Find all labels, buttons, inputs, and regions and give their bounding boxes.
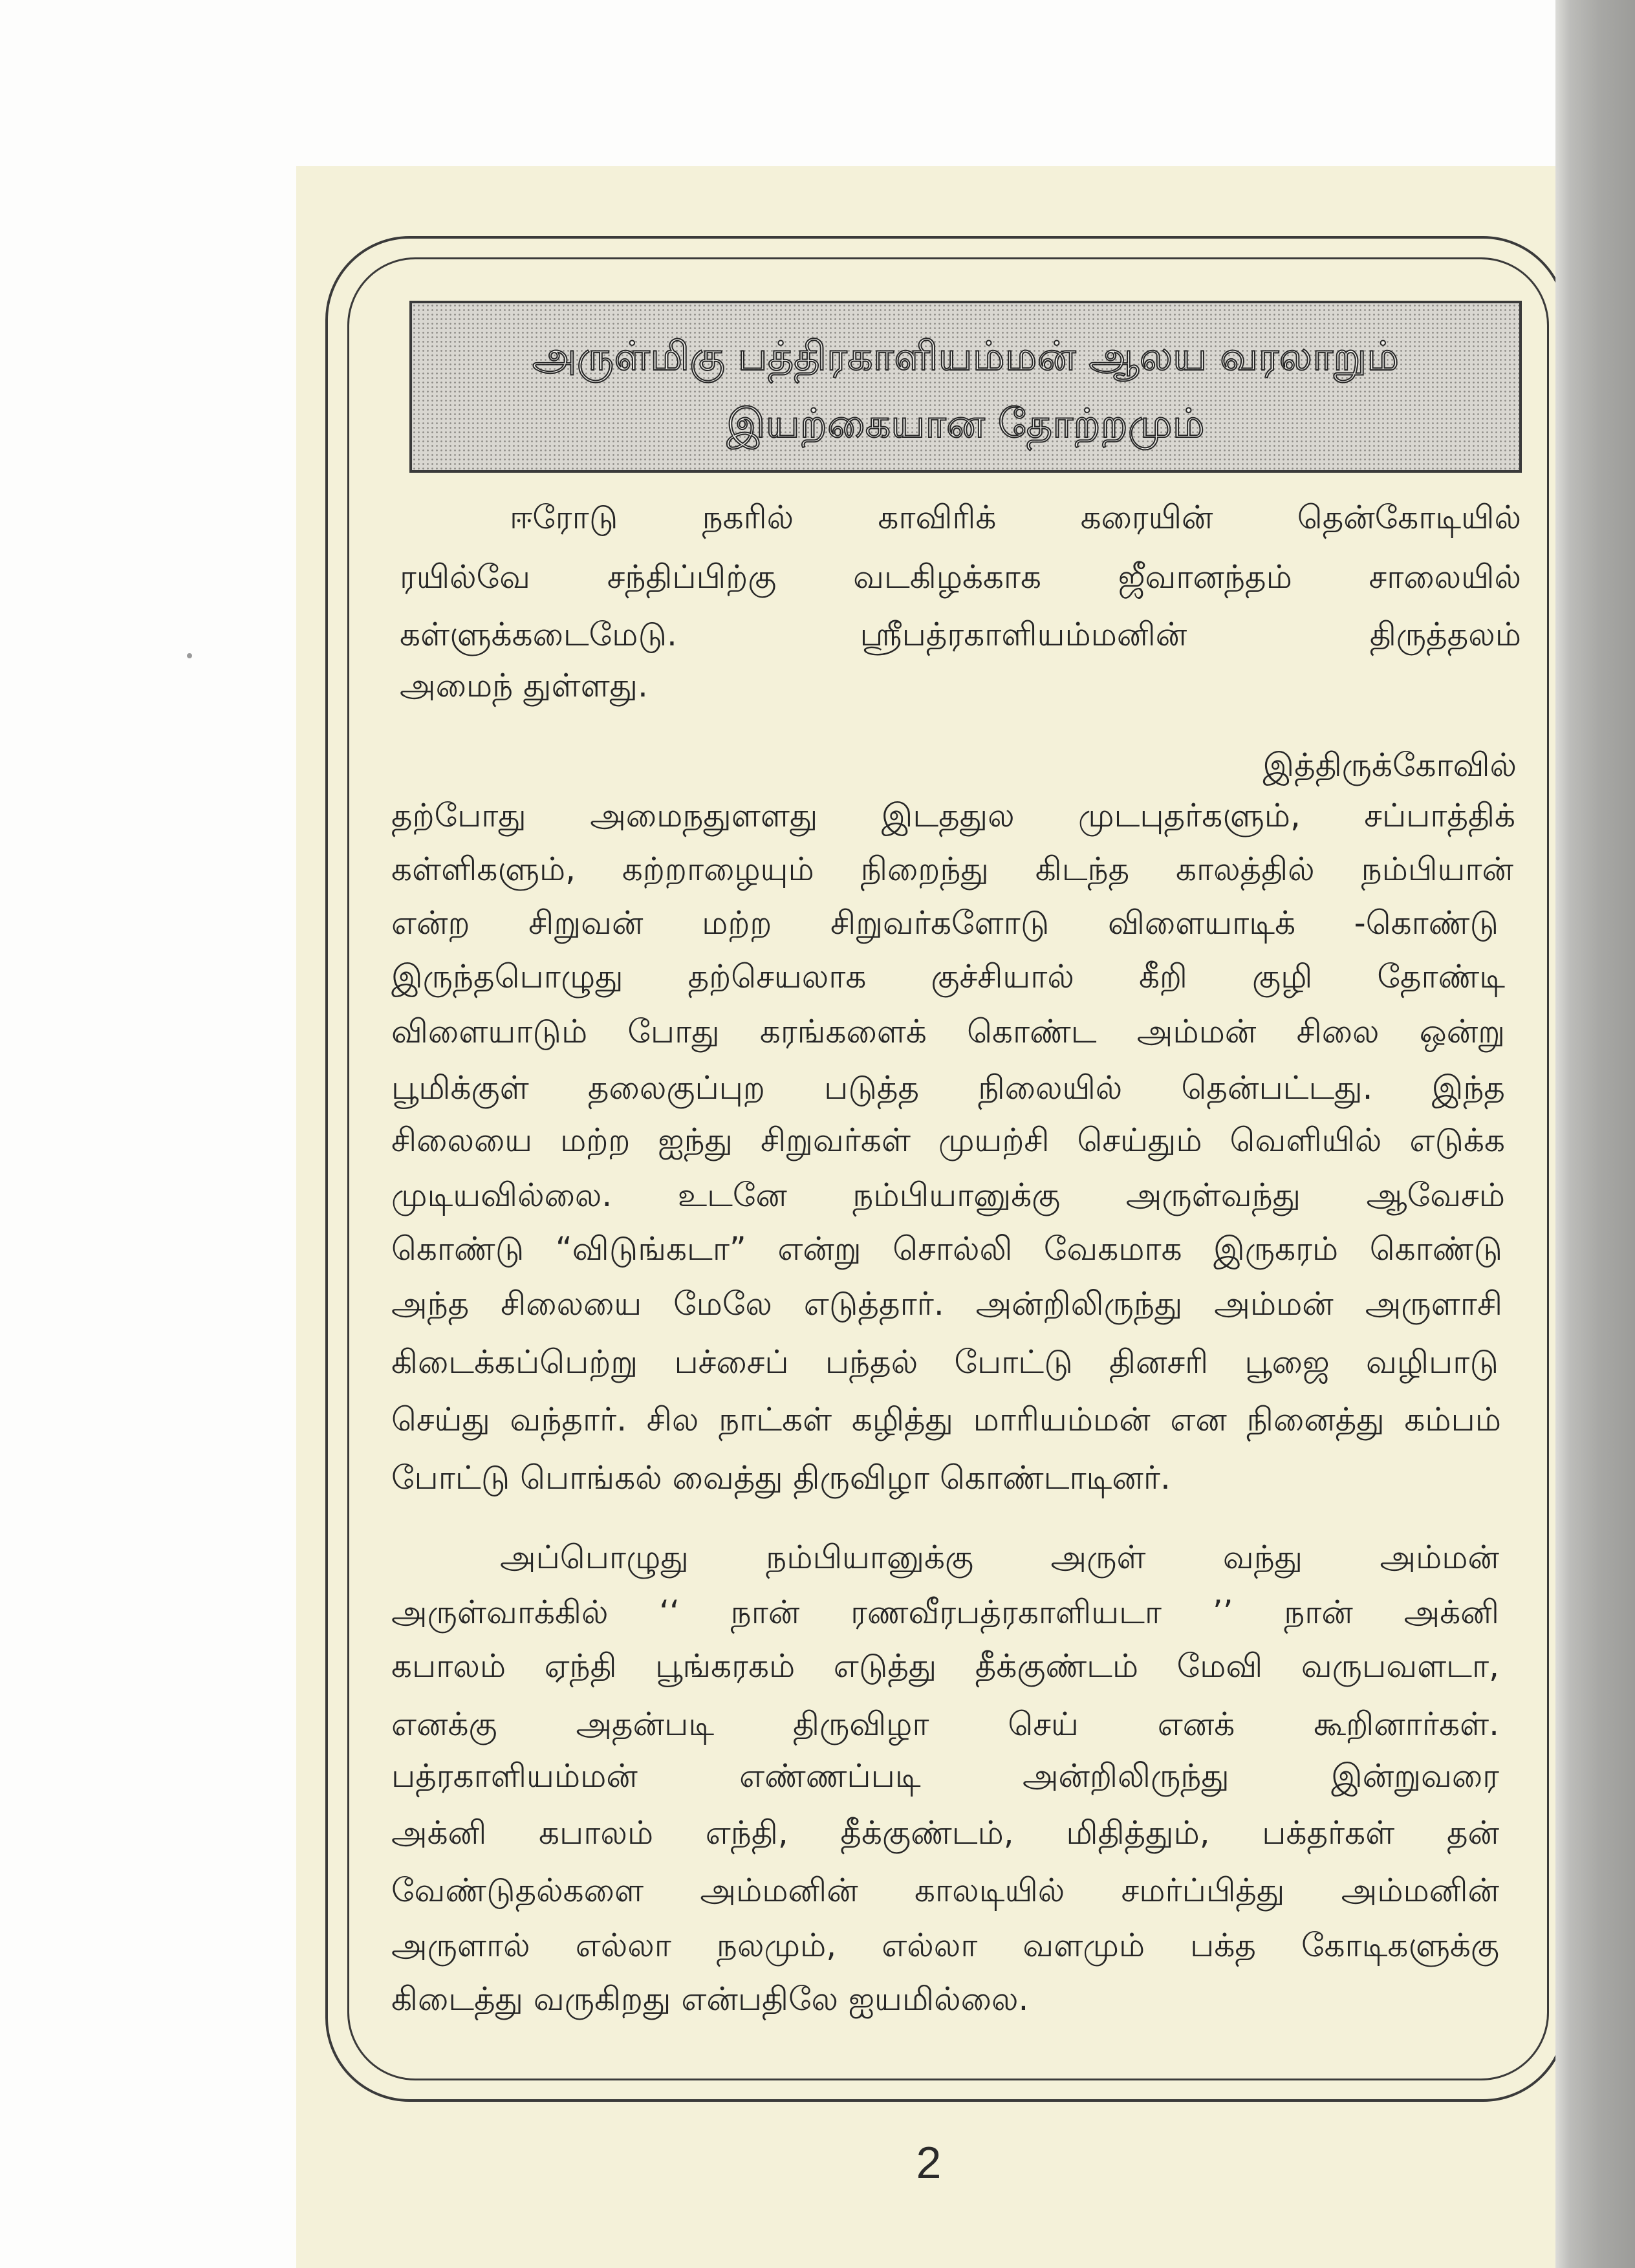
- text-line: எனக்கு அதன்படி திருவிழா செய் எனக் கூறினார்கள்.: [391, 1705, 1499, 1743]
- text-line: தற்போது அமைநதுளளது இடததுல முடபுதர்களும், சப்பாத்திக்: [391, 797, 1515, 834]
- text-line: செய்து வந்தார். சில நாட்கள் கழித்து மாரியம்மன் என நினைத்து கம்பம்: [391, 1401, 1501, 1438]
- text-line: அந்த சிலையை மேலே எடுத்தார். அன்றிலிருந்து அம்மன் அருளாசி: [391, 1285, 1502, 1323]
- text-line: அருள்வாக்கில் ‘‘ நான் ரணவீரபத்ரகாளியடா ’’ நான் அக்னி: [391, 1593, 1499, 1631]
- text-line: அமைந் துள்ளது.: [400, 667, 648, 704]
- text-line: என்ற சிறுவன் மற்ற சிறுவர்களோடு விளையாடிக் -கொண்டு: [391, 904, 1499, 942]
- title-box: [409, 301, 1522, 473]
- page-number: 2: [916, 2137, 942, 2188]
- text-line: கள்ளுக்கடைமேடு. ஸ்ரீபத்ரகாளியம்மனின் திருத்தலம்: [400, 616, 1521, 653]
- text-line: அப்பொழுது நம்பியானுக்கு அருள் வந்து அம்மன்: [500, 1539, 1499, 1576]
- text-line: முடியவில்லை. உடனே நம்பியானுக்கு அருள்வந்து ஆவேசம்: [391, 1176, 1505, 1214]
- text-line: அக்னி கபாலம் எந்தி, தீக்குண்டம், மிதித்தும், பக்தர்கள் தன்: [391, 1814, 1499, 1852]
- text-line: ரயில்வே சந்திப்பிற்கு வடகிழக்காக ஜீவானந்தம் சாலையில்: [400, 558, 1521, 596]
- text-line: கிடைக்கப்பெற்று பச்சைப் பந்தல் போட்டு தினசரி பூஜை வழிபாடு: [391, 1343, 1499, 1381]
- text-line: இருந்தபொழுது தற்செயலாக குச்சியால் கீறி குழி தோண்டி: [391, 958, 1505, 995]
- text-line: பூமிக்குள் தலைகுப்புற படுத்த நிலையில் தென்பட்டது. இந்த: [391, 1069, 1505, 1107]
- text-line: கள்ளிகளும், கற்றாழையும் நிறைந்து கிடந்த காலத்தில் நம்பியான்: [391, 850, 1513, 888]
- text-line: இத்திருக்கோவில்: [1262, 746, 1517, 784]
- scan-speck: [187, 653, 192, 658]
- text-line: அருளால் எல்லா நலமும், எல்லா வளமும் பக்த கோடிகளுக்கு: [391, 1927, 1499, 1964]
- text-line: விளையாடும் போது கரங்களைக் கொண்ட அம்மன் சிலை ஒன்று: [391, 1013, 1505, 1050]
- text-line: பத்ரகாளியம்மன் எண்ணப்படி அன்றிலிருந்து இன்றுவரை: [391, 1757, 1499, 1795]
- scan-shadow-edge: [1555, 0, 1635, 2268]
- title-line-2: இயற்கையான தோற்றமும்: [726, 400, 1205, 447]
- text-line: கிடைத்து வருகிறது என்பதிலே ஐயமில்லை.: [391, 1980, 1029, 2018]
- text-line: போட்டு பொங்கல் வைத்து திருவிழா கொண்டாடினர்.: [391, 1459, 1171, 1496]
- text-line: கபாலம் ஏந்தி பூங்கரகம் எடுத்து தீக்குண்டம் மேவி வருபவளடா,: [391, 1647, 1499, 1685]
- text-line: ஈரோடு நகரில் காவிரிக் கரையின் தென்கோடியில்: [510, 499, 1521, 536]
- title-line-1: அருள்மிகு பத்திரகாளியம்மன் ஆலய வரலாறும்: [532, 332, 1400, 380]
- text-line: கொண்டு “விடுங்கடா” என்று சொல்லி வேகமாக இருகரம் கொண்டு: [391, 1230, 1502, 1268]
- text-line: வேண்டுதல்களை அம்மனின் காலடியில் சமர்ப்பித்து அம்மனின்: [391, 1872, 1499, 1909]
- text-line: சிலையை மற்ற ஐந்து சிறுவர்கள் முயற்சி செய்தும் வெளியில் எடுக்க: [391, 1121, 1505, 1159]
